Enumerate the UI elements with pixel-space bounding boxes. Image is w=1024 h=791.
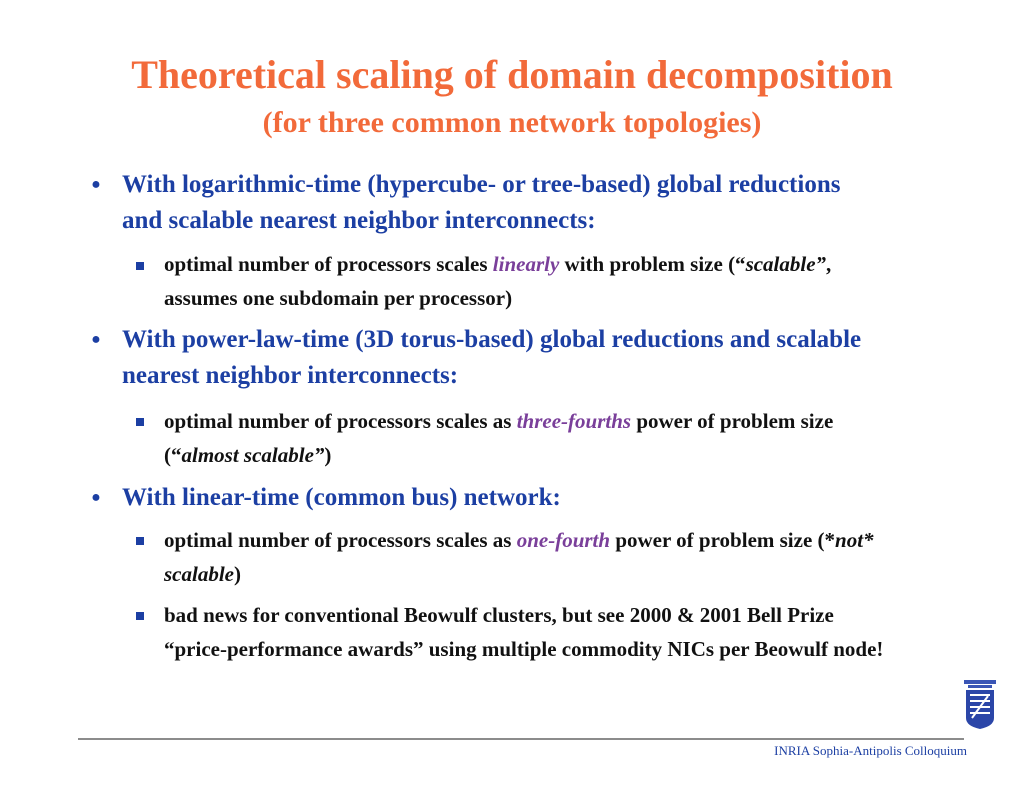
- slide-subtitle: (for three common network topologies): [262, 106, 762, 139]
- sub-bullet-beowulf-note: bad news for conventional Beowulf clusters, but see 2000 & 2001 Bell Prize “price-performance awards” using multiple commodity NICs per Beowulf node!: [164, 603, 884, 661]
- bullet-linear-time: With linear-time (common bus) network:: [122, 484, 561, 511]
- highlight-term: linearly: [492, 252, 560, 276]
- italic-term: not* scalable: [164, 528, 874, 586]
- sub-bullet-linear-scaling: [164, 247, 899, 315]
- sub-bullet-one-fourth-scaling: [164, 523, 899, 591]
- sub-bullet-text: power of problem size (*: [610, 528, 836, 552]
- slide-title: Theoretical scaling of domain decomposition: [131, 52, 893, 97]
- sub-bullet-square: [134, 612, 146, 620]
- sub-bullet-text: , assumes one subdomain per processor): [164, 252, 832, 310]
- sub-bullet-three-fourths-scaling: [164, 404, 899, 472]
- sub-bullet-text: optimal number of processors scales: [164, 252, 493, 276]
- bullet-dot: ●: [91, 331, 101, 348]
- bullet-power-law-time: With power-law-time (3D torus-based) global reductions and scalable nearest neighbor interconnects:: [122, 326, 862, 389]
- sub-bullet-text: optimal number of processors scales as: [164, 409, 517, 433]
- bullet-logarithmic-time: With logarithmic-time (hypercube- or tree-based) global reductions and scalable nearest neighbor interconnects:: [122, 171, 841, 234]
- footer-divider: [78, 738, 964, 740]
- sub-bullet-text: ): [324, 443, 332, 467]
- sub-bullet-text: ): [233, 562, 241, 586]
- italic-term: scalable”: [745, 252, 827, 276]
- bullet-dot: ●: [91, 489, 101, 506]
- sub-bullet-square: [134, 262, 146, 270]
- sub-bullet-text: with problem size (“: [559, 252, 746, 276]
- footer-text: INRIA Sophia-Antipolis Colloquium: [774, 743, 967, 758]
- sub-bullet-square: [134, 418, 146, 426]
- italic-term: almost scalable”: [181, 443, 325, 467]
- highlight-term: three-fourths: [516, 409, 632, 433]
- inria-crest-icon: [960, 680, 1000, 730]
- highlight-term: one-fourth: [516, 528, 611, 552]
- sub-bullet-square: [134, 537, 146, 545]
- bullet-dot: ●: [91, 176, 101, 193]
- sub-bullet-text: power of problem size (“: [164, 409, 834, 467]
- sub-bullet-text: optimal number of processors scales as: [164, 528, 517, 552]
